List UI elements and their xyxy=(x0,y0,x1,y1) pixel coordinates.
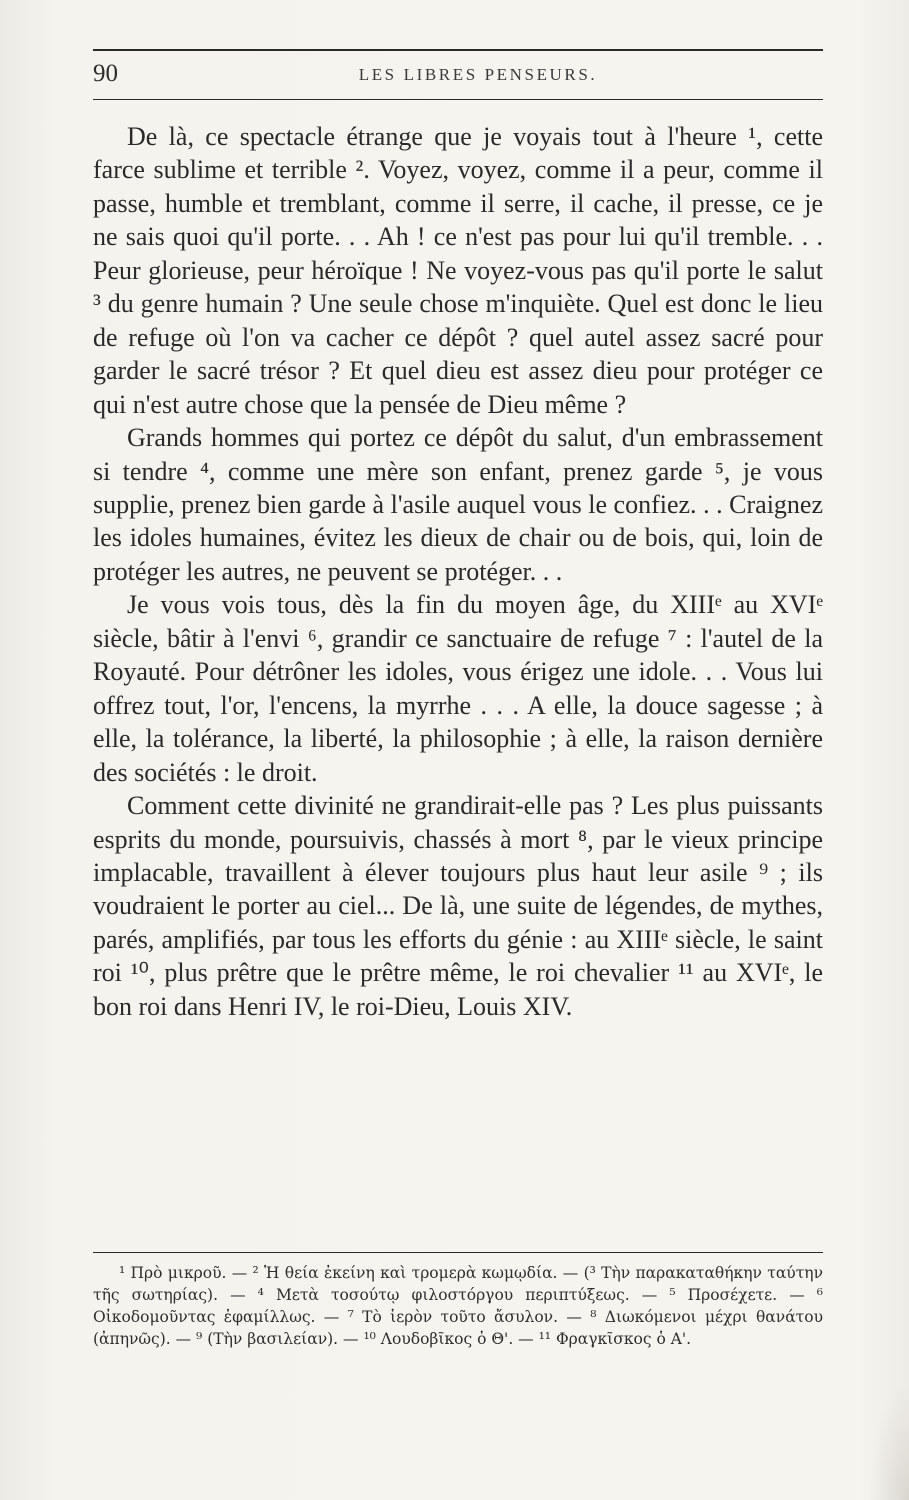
paragraph: Comment cette divinité ne grandirait-elle pas ? Les plus puissants esprits du monde, poursuivis, chassés à mort ⁸, par le vieux principe implacable, travaillent à élever toujours plus haut leur asile ⁹ ; ils voudraient le porter au ciel... De là, une suite de légendes, de mythes, parés, amplifiés, par tous les efforts du génie : au XIIIᵉ siècle, le saint roi ¹⁰, plus prêtre que le prêtre même, le roi chevalier ¹¹ au XVIᵉ, le bon roi dans Henri IV, le roi-Dieu, Louis XIV. xyxy=(93,791,823,1021)
page-stain xyxy=(869,1380,909,1500)
paragraph: De là, ce spectacle étrange que je voyais tout à l'heure ¹, cette farce sublime et terrible ². Voyez, voyez, comme il a peur, comme il passe, humble et tremblant, comme il serre, il cache, il presse, ce je ne sais quoi qu'il porte. . . Ah ! ce n'est pas pour lui qu'il tremble. . . Peur glorieuse, peur héroïque ! Ne voyez-vous pas qu'il porte le salut ³ du genre humain ? Une seule chose m'inquiète. Quel est donc le lieu de refuge où l'on va cacher ce dépôt ? quel autel assez sacré pour garder le sacré trésor ? Et quel dieu est assez dieu pour protéger ce qui n'est autre chose que la pensée de Dieu même ? xyxy=(93,122,823,419)
header-bottom-rule xyxy=(93,99,823,100)
page-number: 90 xyxy=(93,60,118,87)
footnote-rule xyxy=(93,1252,823,1253)
header-top-rule xyxy=(93,49,823,51)
footnotes: ¹ Πρὸ μικροῦ. — ² Ἡ θεία ἐκείνη καὶ τρομερὰ κωμῳδία. — (³ Τὴν παρακαταθήκην ταύτην τῆς σωτηρίας). — ⁴ Μετὰ τοσούτῳ φιλοστόργου περιπτύξεως. — ⁵ Προσέχετε. — ⁶ Οἰκοδομοῦντας ἐφαμίλλως. — ⁷ Τὸ ἱερὸν τοῦτο ἄσυλον. — ⁸ Διωκόμενοι μέχρι θανάτου (ἀπηνῶς). — ⁹ (Τὴν βασιλείαν). — ¹⁰ Λουδοβῖκος ὁ Θ'. — ¹¹ Φραγκῖσκος ὁ Α'. xyxy=(93,1264,823,1348)
page-header xyxy=(93,60,823,94)
paragraph: Grands hommes qui portez ce dépôt du salut, d'un embrassement si tendre ⁴, comme une mère son enfant, prenez garde ⁵, je vous supplie, prenez bien garde à l'asile auquel vous le confiez. . . Craignez les idoles humaines, évitez les dieux de chair ou de bois, qui, loin de protéger les autres, ne peuvent se protéger. . . xyxy=(93,423,823,586)
paragraph: Je vous vois tous, dès la fin du moyen âge, du XIIIᵉ au XVIᵉ siècle, bâtir à l'envi ⁶, grandir ce sanctuaire de refuge ⁷ : l'autel de la Royauté. Pour détrôner les idoles, vous érigez une idole. . . Vous lui offrez tout, l'or, l'encens, la myrrhe . . . A elle, la douce sagesse ; à elle, la tolérance, la liberté, la philosophie ; à elle, la raison dernière des sociétés : le droit. xyxy=(93,590,823,787)
running-title: LES LIBRES PENSEURS. xyxy=(358,65,598,84)
main-text xyxy=(93,120,823,1023)
